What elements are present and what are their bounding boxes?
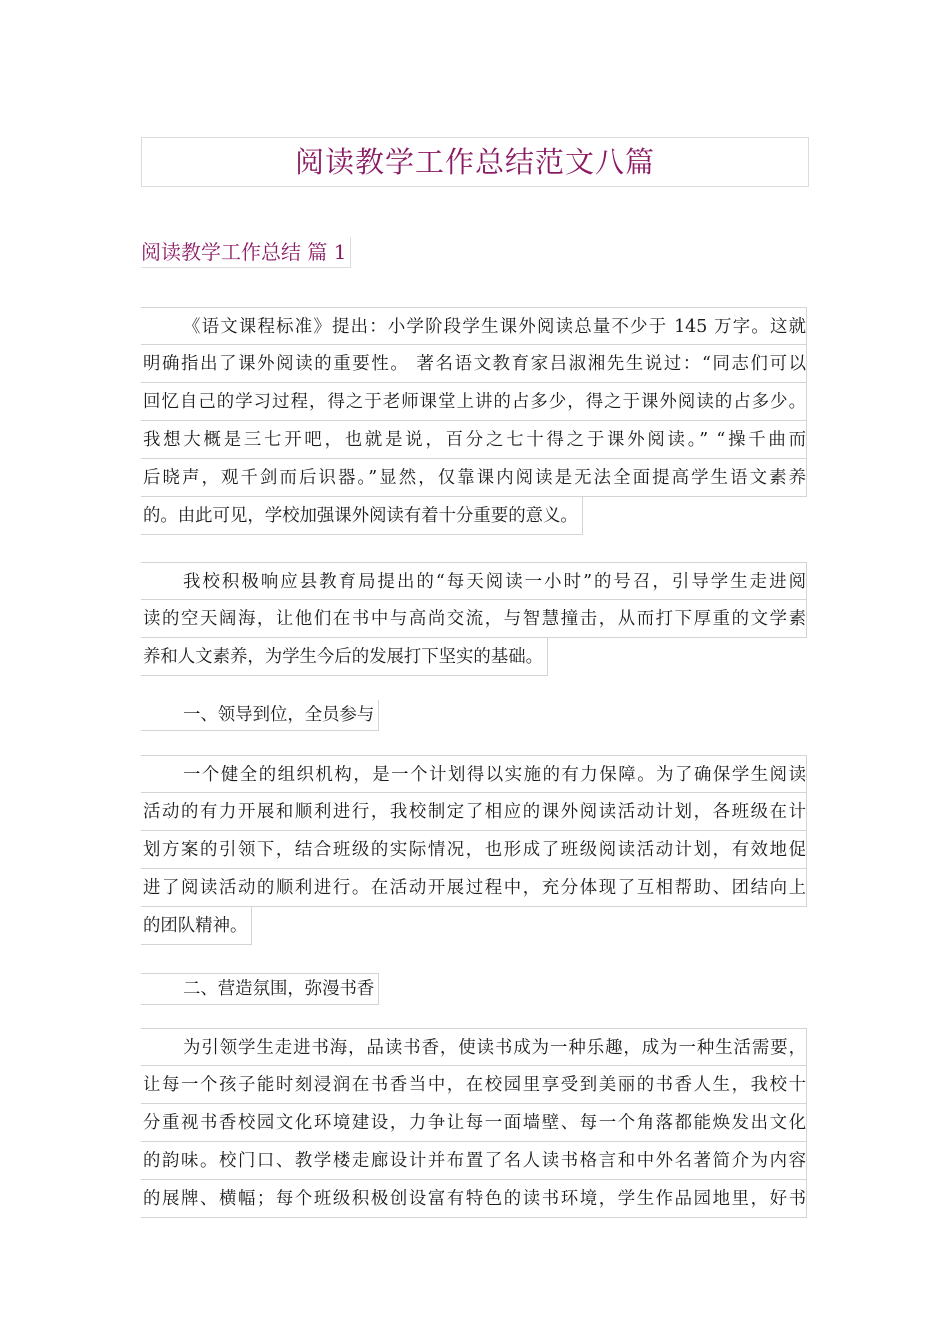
subheading-2: 二、营造氛围，弥漫书香 bbox=[141, 973, 379, 1005]
paragraph-1 bbox=[141, 307, 807, 539]
text-line: 《语文课程标准》提出：小学阶段学生课外阅读总量不少于 145 万字。这就 bbox=[141, 307, 807, 345]
section-title: 阅读教学工作总结 篇 1 bbox=[141, 237, 351, 268]
text-line: 分重视书香校园文化环境建设，力争让每一面墙壁、每一个角落都能焕发出文化 bbox=[141, 1104, 807, 1142]
text-line: 划方案的引领下，结合班级的实际情况，也形成了班级阅读活动计划，有效地促 bbox=[141, 831, 807, 869]
text-line: 后晓声，观千剑而后识器。”显然，仅靠课内阅读是无法全面提高学生语文素养 bbox=[141, 459, 807, 497]
text-line: 明确指出了课外阅读的重要性。 著名语文教育家吕淑湘先生说过：“同志们可以 bbox=[141, 345, 807, 383]
text-line: 的。由此可见，学校加强课外阅读有着十分重要的意义。 bbox=[141, 497, 583, 535]
text-line: 我想大概是三七开吧，也就是说，百分之七十得之于课外阅读。” “操千曲而 bbox=[141, 421, 807, 459]
text-line: 让每一个孩子能时刻浸润在书香当中，在校园里享受到美丽的书香人生，我校十 bbox=[141, 1066, 807, 1104]
text-line: 一个健全的组织机构，是一个计划得以实施的有力保障。为了确保学生阅读 bbox=[141, 755, 807, 793]
subheading-1: 一、领导到位，全员参与 bbox=[141, 700, 379, 731]
text-line: 进了阅读活动的顺利进行。在活动开展过程中，充分体现了互相帮助、团结向上 bbox=[141, 869, 807, 907]
text-line: 回忆自己的学习过程，得之于老师课堂上讲的占多少，得之于课外阅读的占多少。 bbox=[141, 383, 807, 421]
text-line: 为引领学生走进书海，品读书香，使读书成为一种乐趣，成为一种生活需要， bbox=[141, 1028, 807, 1066]
paragraph-3 bbox=[141, 755, 807, 949]
text-line: 读的空天阔海，让他们在书中与高尚交流，与智慧撞击，从而打下厚重的文学素 bbox=[141, 600, 807, 638]
text-line: 的团队精神。 bbox=[141, 907, 252, 945]
text-line: 我校积极响应县教育局提出的“每天阅读一小时”的号召，引导学生走进阅 bbox=[141, 562, 807, 600]
document-title: 阅读教学工作总结范文八篇 bbox=[141, 137, 809, 187]
text-line: 的展牌、横幅；每个班级积极创设富有特色的读书环境，学生作品园地里，好书 bbox=[141, 1180, 807, 1218]
paragraph-2 bbox=[141, 562, 807, 680]
text-line: 活动的有力开展和顺利进行，我校制定了相应的课外阅读活动计划，各班级在计 bbox=[141, 793, 807, 831]
text-line: 养和人文素养，为学生今后的发展打下坚实的基础。 bbox=[141, 638, 548, 676]
text-line: 的韵味。校门口、教学楼走廊设计并布置了名人读书格言和中外名著简介为内容 bbox=[141, 1142, 807, 1180]
paragraph-4 bbox=[141, 1028, 807, 1218]
